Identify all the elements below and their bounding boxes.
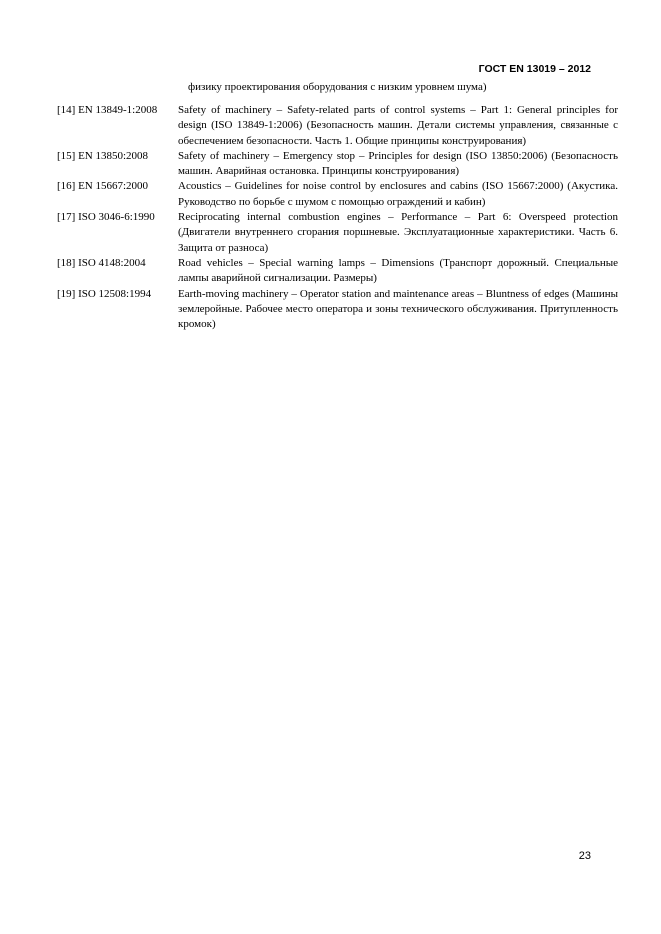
reference-id: [14] EN 13849-1:2008 xyxy=(57,104,158,116)
reference-item xyxy=(57,287,618,333)
page-number: 23 xyxy=(578,850,591,862)
reference-id: [17] ISO 3046-6:1990 xyxy=(57,211,155,224)
reference-text: Safety of machinery – Emergency stop – Principles for design (ISO 13850:2006) (Безопасность машин. Аварийная остановка. Принципы конструирования) xyxy=(178,149,618,178)
reference-id: [18] ISO 4148:2004 xyxy=(57,256,146,269)
reference-id: [16] EN 15667:2000 xyxy=(57,180,149,193)
reference-text: Earth-moving machinery – Operator station and maintenance areas – Bluntness of edges (Машины землеройные. Рабочее место оператора и зоны технического обслуживания. Притупленность кромок) xyxy=(178,287,618,331)
document-header: ГОСТ EN 13019 – 2012 xyxy=(478,63,591,75)
reference-item xyxy=(57,210,618,256)
reference-item xyxy=(57,149,618,180)
reference-id: [19] ISO 12508:1994 xyxy=(57,287,152,300)
bibliography-list xyxy=(57,103,618,332)
reference-text: Road vehicles – Special warning lamps – Dimensions (Транспорт дорожный. Специальные лампы аварийной сигнализации. Размеры) xyxy=(178,256,618,285)
reference-item xyxy=(57,256,618,287)
reference-item xyxy=(57,179,618,210)
reference-text: Safety of machinery – Safety-related parts of control systems – Part 1: General principles for design (ISO 13849-1:2006) (Безопасность машин. Детали системы управления, связанные с обеспечением безопасности. Часть 1. Общие принципы конструирования) xyxy=(178,104,618,147)
continuation-text: физику проектирования оборудования с низким уровнем шума) xyxy=(188,81,487,93)
reference-id: [15] EN 13850:2008 xyxy=(57,149,149,162)
reference-text: Acoustics – Guidelines for noise control by enclosures and cabins (ISO 15667:2000) (Акустика. Руководство по борьбе с шумом с помощью ограждений и кабин) xyxy=(178,180,618,208)
reference-item xyxy=(57,103,618,149)
reference-text: Reciprocating internal combustion engines – Performance – Part 6: Overspeed protection (Двигатели внутреннего сгорания поршневые. Эксплуатационные характеристики. Часть 6. Защита от разноса) xyxy=(178,211,618,254)
